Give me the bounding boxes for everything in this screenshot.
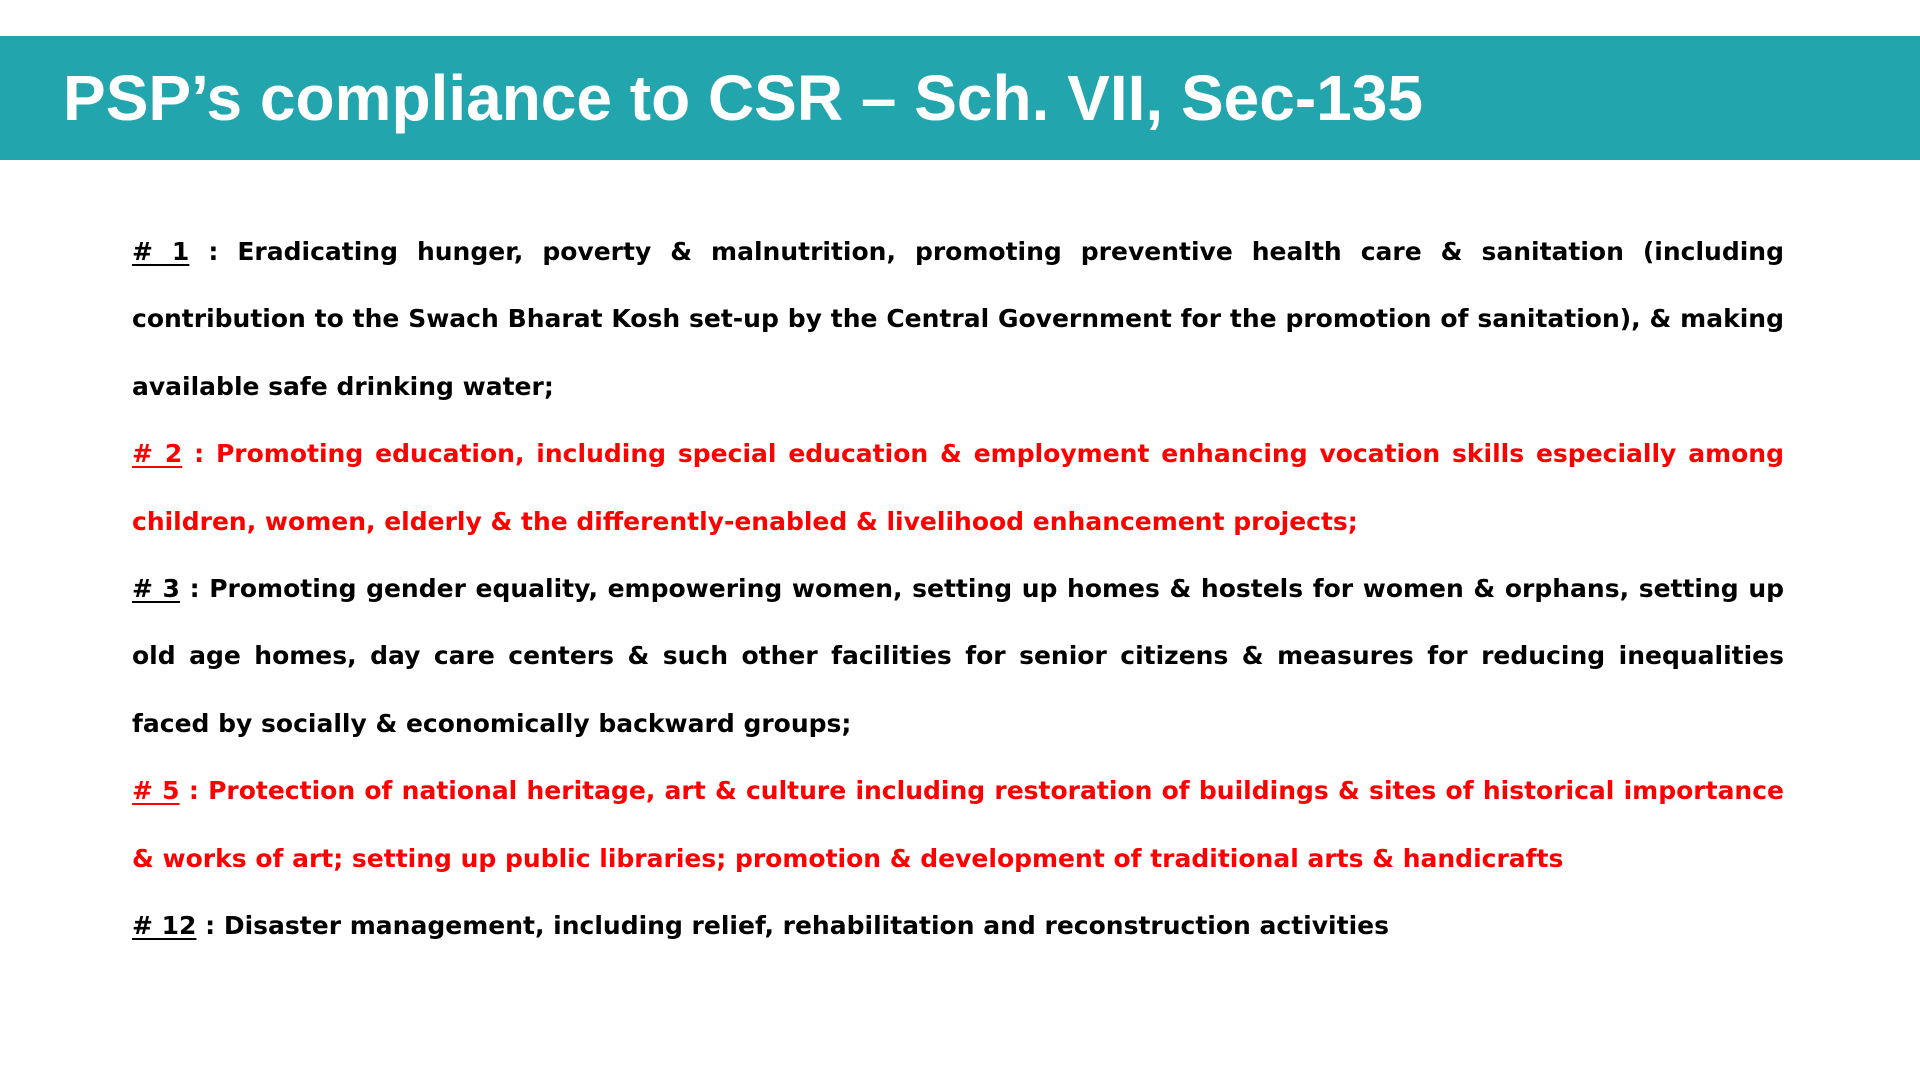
title-bar	[0, 36, 1920, 160]
csr-items-list	[132, 218, 1784, 959]
item-text: Protection of national heritage, art & culture including restoration of buildings & sites of historical importance & works of art; setting up public libraries; promotion & development of traditional arts & handicrafts	[132, 776, 1785, 873]
item-separator: :	[189, 237, 238, 266]
csr-item-3	[132, 555, 1784, 757]
csr-item-2	[132, 420, 1784, 555]
item-number: # 3	[132, 574, 180, 604]
csr-item-12	[132, 892, 1784, 959]
item-number: # 1	[132, 237, 190, 266]
item-text: Promoting gender equality, empowering women, setting up homes & hostels for women & orphans, setting up old age homes, day care centers & such other facilities for senior citizens & measures for reducing inequalities faced by socially & economically backward groups;	[132, 574, 1785, 738]
item-separator: :	[182, 439, 216, 469]
item-text: Promoting education, including special education & employment enhancing vocation skills especially among children, women, elderly & the differently-enabled & livelihood enhancement projects;	[132, 439, 1785, 536]
csr-item-1	[132, 218, 1784, 420]
item-text: Eradicating hunger, poverty & malnutrition, promoting preventive health care & sanitation (including contribution to the Swach Bharat Kosh set-up by the Central Government for the promotion of sanitation), & making available safe drinking water;	[132, 237, 1785, 401]
item-number: # 5	[132, 776, 180, 806]
item-number: # 2	[132, 439, 183, 469]
item-text: Disaster management, including relief, rehabilitation and reconstruction activities	[223, 911, 1389, 941]
item-number: # 12	[132, 911, 197, 941]
slide-title: PSP’s compliance to CSR – Sch. VII, Sec-135	[63, 62, 1423, 134]
item-separator: :	[196, 911, 224, 941]
item-separator: :	[179, 776, 209, 806]
csr-item-5	[132, 757, 1784, 892]
item-separator: :	[179, 574, 210, 604]
